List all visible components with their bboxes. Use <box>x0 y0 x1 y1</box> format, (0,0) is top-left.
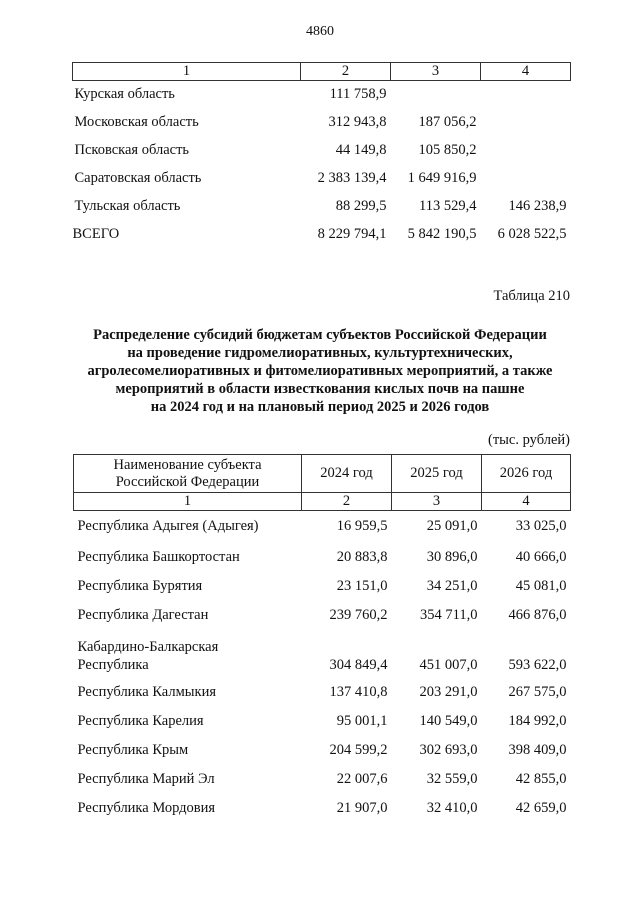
value-2024: 111 758,9 <box>329 86 387 103</box>
value-2025: 187 056,2 <box>418 114 477 130</box>
value-2025: 354 711,0 <box>420 606 478 623</box>
value-2024: 21 907,0 <box>336 799 388 816</box>
value-2025: 105 850,2 <box>418 142 477 158</box>
value-2026: 45 081,0 <box>515 577 567 594</box>
table-row <box>73 193 571 221</box>
header-2025: 2025 год <box>392 455 482 493</box>
col-number: 2 <box>302 493 392 511</box>
region-name: Псковская область <box>74 142 190 158</box>
region-name-line: Кабардино-Балкарская <box>77 638 219 655</box>
table-row <box>74 707 571 736</box>
table-row <box>74 678 571 707</box>
value-2026: 42 855,0 <box>515 770 567 787</box>
table-row <box>74 572 571 601</box>
table-row <box>74 630 571 678</box>
value-2025: 113 529,4 <box>419 198 477 214</box>
value-2024: 20 883,8 <box>336 548 388 565</box>
col-number: 2 <box>301 63 391 81</box>
value-2026 <box>481 109 571 137</box>
table-title <box>60 326 580 416</box>
col-number: 4 <box>482 493 571 511</box>
header-line: Наименование субъекта <box>113 456 262 473</box>
table-row <box>73 81 571 109</box>
value-2025: 302 693,0 <box>419 741 478 758</box>
value-2025: 203 291,0 <box>419 683 478 700</box>
col-number: 4 <box>481 63 571 81</box>
table-210 <box>73 454 571 823</box>
title-line: на 2024 год и на плановый период 2025 и 2026 годов <box>150 399 490 415</box>
region-name: Республика Башкортостан <box>77 548 240 565</box>
value-2026: 398 409,0 <box>508 741 567 758</box>
total-2024: 8 229 794,1 <box>317 226 387 242</box>
title-line: мероприятий в области известкования кислых почв на пашне <box>115 381 525 397</box>
value-2025 <box>391 81 481 109</box>
region-name-line: Республика <box>77 656 149 673</box>
value-2024: 137 410,8 <box>329 683 388 700</box>
value-2024: 16 959,5 <box>336 518 388 535</box>
value-2026: 146 238,9 <box>508 198 567 214</box>
header-line: Российской Федерации <box>115 473 260 490</box>
table-row <box>74 601 571 630</box>
region-name: Республика Крым <box>77 741 189 758</box>
table-row <box>74 794 571 823</box>
title-line: Распределение субсидий бюджетам субъектов Российской Федерации <box>93 327 547 343</box>
table-row <box>73 109 571 137</box>
header-2026: 2026 год <box>482 455 571 493</box>
column-number-row <box>74 493 571 511</box>
value-2024: 304 849,4 <box>329 656 388 673</box>
region-name <box>74 630 302 678</box>
value-2024: 204 599,2 <box>329 741 388 758</box>
total-2025: 5 842 190,5 <box>407 226 477 242</box>
region-name: Московская область <box>74 114 199 130</box>
total-row <box>73 221 571 249</box>
value-2024: 22 007,6 <box>336 770 388 787</box>
value-2024: 23 151,0 <box>336 577 388 594</box>
value-2026: 42 659,0 <box>515 799 567 816</box>
value-2024: 2 383 139,4 <box>317 170 387 186</box>
region-name: Республика Мордовия <box>77 799 216 816</box>
col-number: 1 <box>74 493 302 511</box>
value-2025: 32 410,0 <box>426 799 478 816</box>
value-2026: 40 666,0 <box>515 548 567 565</box>
total-2026: 6 028 522,5 <box>497 226 567 242</box>
col-number: 1 <box>73 63 301 81</box>
value-2024: 44 149,8 <box>335 142 387 158</box>
value-2024: 88 299,5 <box>335 198 387 214</box>
col-number: 3 <box>391 63 481 81</box>
table-caption: Таблица 210 <box>493 288 570 304</box>
value-2025: 34 251,0 <box>426 577 478 594</box>
column-number-row <box>73 63 571 81</box>
value-2025: 25 091,0 <box>426 518 478 535</box>
value-2025: 140 549,0 <box>419 712 478 729</box>
units-label: (тыс. рублей) <box>488 432 570 448</box>
table-row <box>73 137 571 165</box>
col-number: 3 <box>392 493 482 511</box>
value-2026: 267 575,0 <box>508 683 567 700</box>
value-2025: 32 559,0 <box>426 770 478 787</box>
value-2026 <box>481 137 571 165</box>
table-row <box>74 543 571 572</box>
value-2024: 95 001,1 <box>336 712 388 729</box>
value-2026: 33 025,0 <box>515 518 567 535</box>
region-name: Курская область <box>74 86 175 103</box>
title-line: на проведение гидромелиоративных, культуртехнических, <box>127 345 513 361</box>
value-2026 <box>481 165 571 193</box>
table-row <box>74 736 571 765</box>
title-line: агролесомелиоративных и фитомелиоративных мероприятий, а также <box>87 363 553 379</box>
header-2024: 2024 год <box>302 455 392 493</box>
table-row <box>73 165 571 193</box>
continued-table <box>72 62 571 249</box>
value-2024: 312 943,8 <box>328 114 387 130</box>
region-name: Республика Калмыкия <box>77 683 216 700</box>
header-region-name <box>74 455 302 493</box>
region-name: Республика Дагестан <box>77 606 209 623</box>
table-row <box>74 511 571 543</box>
region-name: Республика Карелия <box>77 712 204 729</box>
value-2025: 451 007,0 <box>419 656 478 673</box>
header-row <box>74 455 571 493</box>
value-2026: 184 992,0 <box>508 712 567 729</box>
value-2026: 593 622,0 <box>508 656 567 673</box>
region-name: Саратовская область <box>74 170 202 186</box>
value-2026: 466 876,0 <box>508 606 567 623</box>
value-2025: 1 649 916,9 <box>407 170 477 186</box>
table-row <box>74 765 571 794</box>
value-2024: 239 760,2 <box>329 606 388 623</box>
value-2025: 30 896,0 <box>426 548 478 565</box>
region-name: Тульская область <box>74 198 181 214</box>
region-name: Республика Марий Эл <box>77 770 215 787</box>
region-name: Республика Адыгея (Адыгея) <box>77 518 259 535</box>
value-2026 <box>481 81 571 109</box>
total-label: ВСЕГО <box>72 226 120 242</box>
page-number: 4860 <box>306 24 334 39</box>
region-name: Республика Бурятия <box>77 577 203 594</box>
